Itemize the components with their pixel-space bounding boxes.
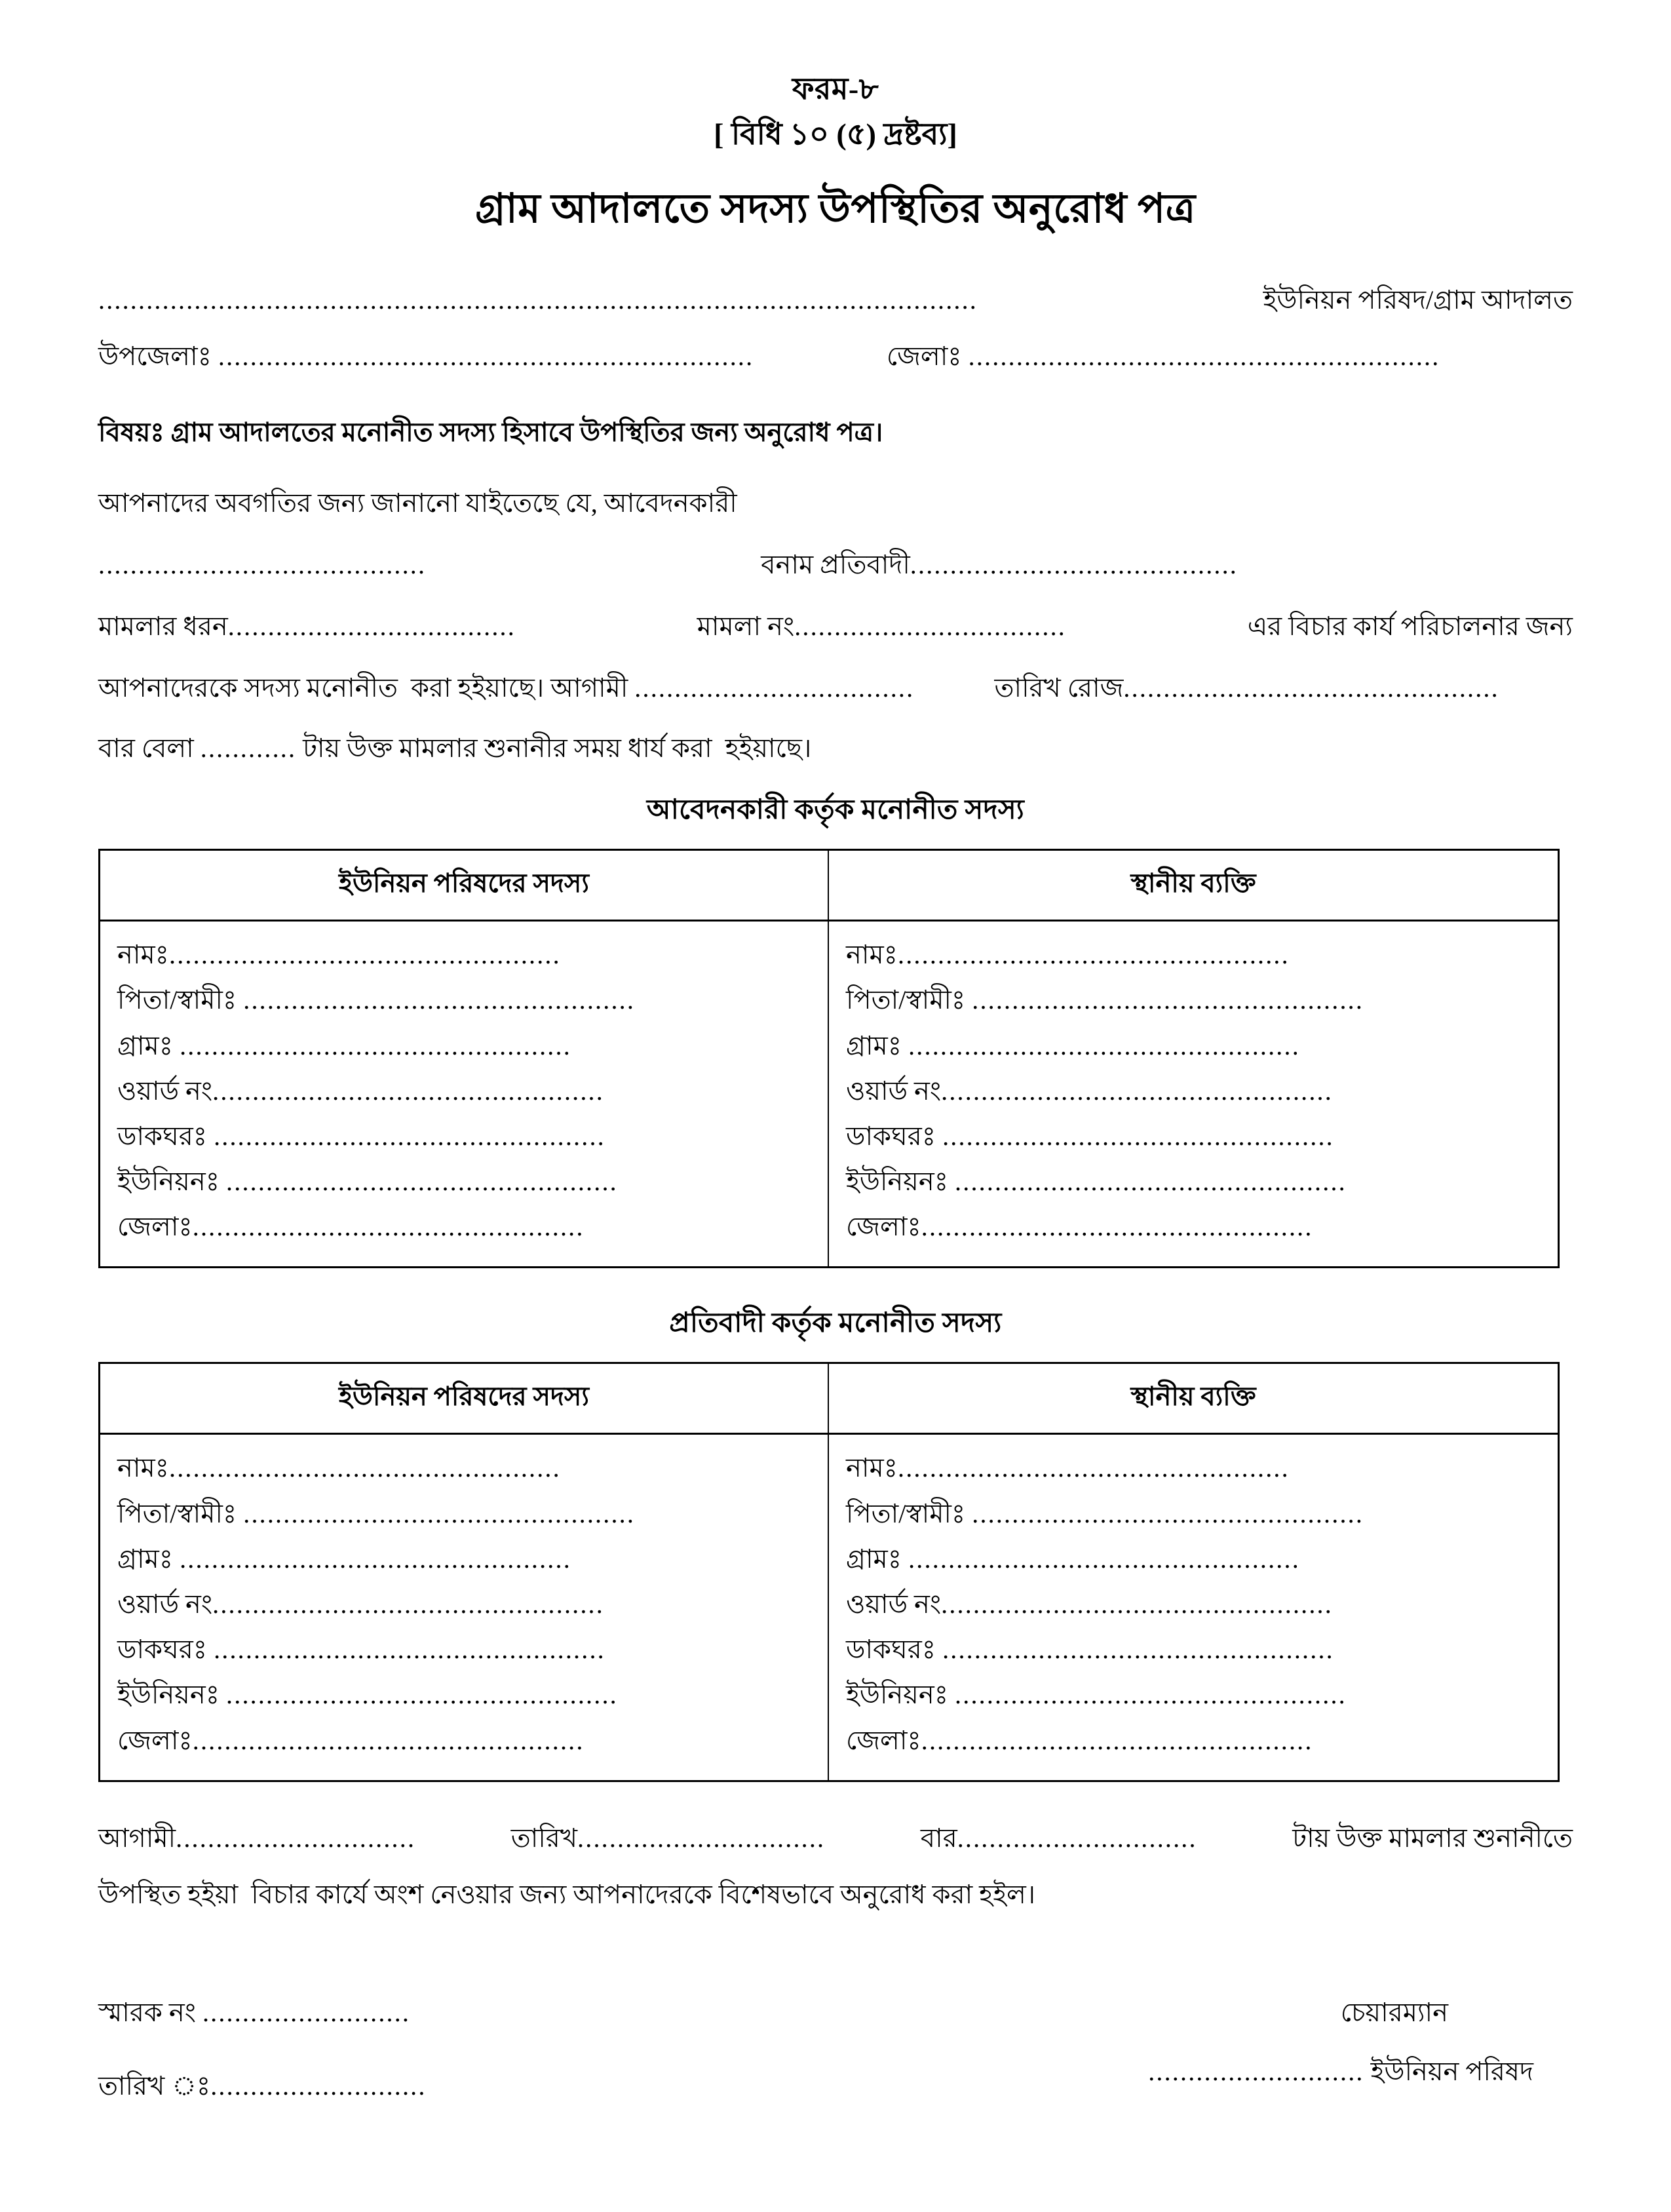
time-suffix-label: টায় উক্ত মামলার শুনানীর সময় ধার্য করা হইয়াছে।: [296, 733, 812, 764]
footer-next-dots[interactable]: ..............................: [176, 1823, 416, 1853]
nomination-line: [98, 669, 1573, 708]
form-number: ফরম-৮: [792, 72, 879, 106]
field-dots[interactable]: .................................................: [941, 1589, 1333, 1620]
defendant-nominee-table: [98, 1362, 1560, 1781]
signature-block: [98, 1993, 1573, 2106]
case-number-label: মামলা নং: [690, 611, 795, 642]
footer-tail-label: টায় উক্ত মামলার শুনানীতে: [1286, 1823, 1573, 1853]
defendant-table-caption: প্রতিবাদী কর্তৃক মনোনীত সদস্য: [669, 1308, 1002, 1339]
field-label: পিতা/স্বামীঃ: [117, 985, 244, 1015]
field-ward-no: [117, 1581, 811, 1627]
hearing-date-dots[interactable]: ...................................: [634, 673, 915, 703]
field-dots[interactable]: .................................................: [226, 1167, 618, 1197]
footer-day-dots[interactable]: ..............................: [957, 1823, 1197, 1853]
chairman-label: চেয়ারম্যান: [1340, 1997, 1448, 2027]
memo-number-row: [98, 1993, 819, 2032]
field-post-office: [117, 1627, 811, 1672]
field-label: পিতা/স্বামীঃ: [117, 1498, 244, 1528]
field-dots[interactable]: .................................................: [192, 1212, 585, 1242]
field-dots[interactable]: .................................................: [243, 1498, 636, 1528]
applicant-nominee-table: [98, 849, 1560, 1268]
case-type-dots[interactable]: ....................................: [227, 611, 516, 642]
field-label: ডাকঘরঃ: [846, 1635, 943, 1665]
memo-date-dots[interactable]: ...........................: [210, 2070, 427, 2101]
field-dots[interactable]: .................................................: [942, 1121, 1334, 1151]
field-father-husband: [846, 1491, 1541, 1536]
field-name: [846, 932, 1541, 977]
hearing-time-dots[interactable]: ............: [200, 733, 297, 764]
field-label: নামঃ: [117, 940, 170, 970]
field-label: ওয়ার্ড নং: [846, 1589, 942, 1620]
field-village: [846, 1536, 1541, 1581]
field-village: [117, 1536, 811, 1581]
subject-line: [98, 413, 1573, 452]
field-label: ডাকঘরঃ: [117, 1121, 214, 1151]
column-header-local-person: স্থানীয় ব্যক্তি: [1130, 1382, 1256, 1412]
inform-line: [98, 484, 1573, 523]
field-union: [846, 1672, 1541, 1717]
memo-date-label: তারিখ ঃ: [98, 2070, 211, 2101]
field-dots[interactable]: .................................................: [908, 1543, 1300, 1574]
memo-number-label: স্মারক নং: [98, 1997, 202, 2027]
field-dots[interactable]: .................................................: [214, 1121, 605, 1151]
field-ward-no: [846, 1068, 1541, 1114]
memo-number-dots[interactable]: ..........................: [202, 1997, 411, 2027]
field-label: জেলাঃ: [117, 1212, 193, 1242]
field-dots[interactable]: .................................................: [180, 1030, 571, 1060]
field-dots[interactable]: .................................................: [921, 1212, 1313, 1242]
field-dots[interactable]: .................................................: [226, 1680, 618, 1710]
field-label: ওয়ার্ড নং: [117, 1589, 213, 1620]
field-village: [846, 1023, 1541, 1068]
footer-request-text: উপস্থিত হইয়া বিচার কার্যে অংশ নেওয়ার জন্য আপনাদেরকে বিশেষভাবে অনুরোধ করা হইল।: [98, 1879, 1036, 1909]
field-ward-no: [846, 1581, 1541, 1627]
field-dots[interactable]: .................................................: [169, 1453, 561, 1483]
field-dots[interactable]: .................................................: [192, 1725, 585, 1755]
table-body-row: [100, 1435, 1558, 1779]
upazila-label: উপজেলাঃ: [98, 341, 218, 372]
versus-line: [98, 545, 1573, 585]
field-father-husband: [846, 977, 1541, 1022]
field-post-office: [846, 1114, 1541, 1159]
field-dots[interactable]: .................................................: [955, 1167, 1347, 1197]
field-ward-no: [117, 1068, 811, 1114]
field-label: পিতা/স্বামীঃ: [846, 1498, 972, 1528]
upazila-district-line: [98, 337, 1573, 376]
nomination-label: আপনাদেরকে সদস্য মনোনীত করা হইয়াছে। আগামী: [98, 673, 635, 703]
field-dots[interactable]: .................................................: [972, 1498, 1364, 1528]
case-type-label: মামলার ধরন: [98, 611, 228, 642]
field-label: ওয়ার্ড নং: [117, 1076, 213, 1106]
union-parishad-label: ইউনিয়ন পরিষদ: [1364, 2056, 1533, 2086]
field-dots[interactable]: .................................................: [169, 940, 561, 970]
field-name: [846, 1445, 1541, 1490]
table-header-row: [100, 851, 1558, 922]
plaintiff-dots[interactable]: .........................................: [98, 550, 427, 580]
field-label: নামঃ: [117, 1453, 170, 1483]
union-parishad-row: [819, 2052, 1533, 2091]
table-body-row: [100, 922, 1558, 1266]
field-dots[interactable]: .................................................: [214, 1635, 605, 1665]
field-label: ইউনিয়নঃ: [846, 1167, 955, 1197]
field-label: জেলাঃ: [846, 1725, 921, 1755]
footer-appointment-line: [98, 1819, 1573, 1858]
field-label: গ্রামঃ: [117, 1543, 180, 1574]
hearing-date-label: তারিখ রোজ: [988, 673, 1124, 703]
applicant-table-caption: আবেদনকারী কর্তৃক মনোনীত সদস্য: [646, 795, 1025, 826]
field-dots[interactable]: .................................................: [898, 1453, 1290, 1483]
field-label: ইউনিয়নঃ: [117, 1167, 227, 1197]
column-header-local-person: স্থানীয় ব্যক্তি: [1130, 868, 1256, 899]
field-label: পিতা/স্বামীঃ: [846, 985, 972, 1015]
field-label: ডাকঘরঃ: [846, 1121, 943, 1151]
footer-request-line: [98, 1875, 1573, 1914]
field-dots[interactable]: .................................................: [921, 1725, 1313, 1755]
memo-date-row: [98, 2066, 819, 2106]
field-label: গ্রামঃ: [846, 1030, 909, 1060]
field-union: [117, 1672, 811, 1717]
field-label: গ্রামঃ: [846, 1543, 909, 1574]
table-header-row: [100, 1364, 1558, 1435]
field-label: গ্রামঃ: [117, 1030, 180, 1060]
district-input-dots[interactable]: ...........................................................: [968, 341, 1440, 372]
cell-local-person: [829, 1435, 1558, 1779]
footer-date-dots[interactable]: ...............................: [577, 1823, 826, 1853]
field-dots[interactable]: .................................................: [243, 985, 636, 1015]
defendant-dots[interactable]: .........................................: [910, 550, 1238, 580]
field-post-office: [846, 1627, 1541, 1672]
field-label: নামঃ: [846, 1453, 898, 1483]
cell-up-member: [100, 922, 829, 1266]
field-label: ইউনিয়নঃ: [117, 1680, 227, 1710]
rule-reference: [ বিধি ১০ (৫) দ্রষ্টব্য]: [714, 117, 957, 151]
inform-text: আপনাদের অবগতির জন্য জানানো যাইতেছে যে, আবেদনকারী: [98, 488, 737, 518]
versus-label: বনাম প্রতিবাদী: [761, 550, 910, 580]
field-label: জেলাঃ: [846, 1212, 921, 1242]
field-dots[interactable]: .................................................: [955, 1680, 1347, 1710]
field-dots[interactable]: .................................................: [212, 1076, 604, 1106]
subject-text: বিষয়ঃ গ্রাম আদালতের মনোনীত সদস্য হিসাবে উপস্থিতির জন্য অনুরোধ পত্র।: [98, 417, 883, 448]
column-header-up-member: ইউনিয়ন পরিষদের সদস্য: [100, 1364, 829, 1433]
field-union: [117, 1159, 811, 1204]
office-label: ইউনিয়ন পরিষদ/গ্রাম আদালত: [1263, 285, 1573, 315]
footer-next-label: আগামী: [98, 1823, 176, 1853]
office-line: [98, 281, 1573, 320]
field-dots[interactable]: .................................................: [942, 1635, 1334, 1665]
field-post-office: [117, 1114, 811, 1159]
field-district: [846, 1204, 1541, 1249]
field-label: জেলাঃ: [117, 1725, 193, 1755]
case-line: [98, 607, 1573, 646]
page-content: [98, 0, 1573, 2106]
field-label: ইউনিয়নঃ: [846, 1680, 955, 1710]
field-label: ওয়ার্ড নং: [846, 1076, 942, 1106]
cell-up-member: [100, 1435, 829, 1779]
field-dots[interactable]: .................................................: [898, 940, 1290, 970]
field-father-husband: [117, 977, 811, 1022]
hearing-day-dots[interactable]: ...............................................: [1123, 673, 1499, 703]
field-district: [117, 1204, 811, 1249]
field-dots[interactable]: .................................................: [212, 1589, 604, 1620]
field-district: [846, 1718, 1541, 1763]
field-label: ডাকঘরঃ: [117, 1635, 214, 1665]
field-father-husband: [117, 1491, 811, 1536]
column-header-up-member: ইউনিয়ন পরিষদের সদস্য: [100, 851, 829, 920]
field-dots[interactable]: .................................................: [908, 1030, 1300, 1060]
upazila-input-dots[interactable]: ...................................................................: [218, 341, 754, 372]
field-district: [117, 1718, 811, 1763]
time-prefix-label: বার বেলা: [98, 733, 201, 764]
page-title: গ্রাম আদালতে সদস্য উপস্থিতির অনুরোধ পত্র: [475, 186, 1196, 231]
field-dots[interactable]: .................................................: [180, 1543, 571, 1574]
case-number-dots[interactable]: ..................................: [794, 611, 1066, 642]
footer-date-label: তারিখ: [504, 1823, 578, 1853]
office-dots: ..............................................................................................................: [98, 285, 978, 315]
field-union: [846, 1159, 1541, 1204]
field-village: [117, 1023, 811, 1068]
field-dots[interactable]: .................................................: [941, 1076, 1333, 1106]
signature-right: [819, 1993, 1573, 2106]
case-line-tail: এর বিচার কার্য পরিচালনার জন্য: [1240, 611, 1573, 642]
cell-local-person: [829, 922, 1558, 1266]
field-dots[interactable]: .................................................: [972, 985, 1364, 1015]
signature-left: [98, 1993, 819, 2106]
field-name: [117, 1445, 811, 1490]
union-parishad-dots[interactable]: ...........................: [1148, 2056, 1364, 2086]
field-label: নামঃ: [846, 940, 898, 970]
hearing-time-line: [98, 729, 1573, 768]
footer-day-label: বার: [913, 1823, 957, 1853]
field-name: [117, 932, 811, 977]
district-label: জেলাঃ: [886, 341, 969, 372]
